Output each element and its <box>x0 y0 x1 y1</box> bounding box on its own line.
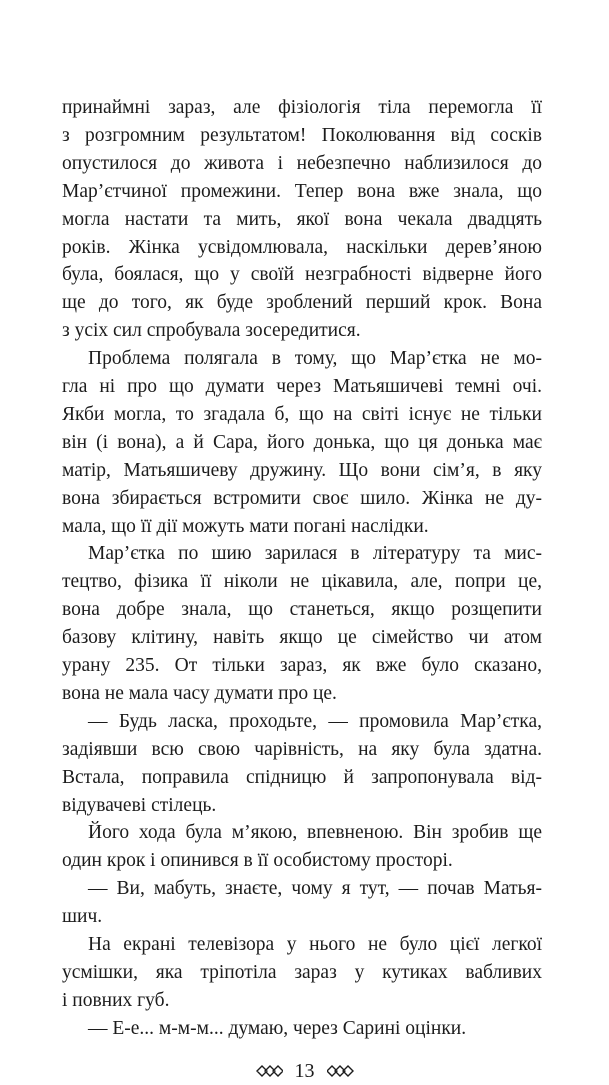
text-line: — Ви, мабуть, знаєте, чому я тут, — почав Матья- <box>88 878 542 900</box>
text-line: він (і вона), а й Сара, його донька, що ця донька має <box>62 431 542 453</box>
ornament-icon <box>255 1064 283 1078</box>
text-line: Його хода була м’якою, впевненою. Він зробив ще <box>88 822 542 844</box>
text-line: базову клітину, навіть якщо це сімейство чи атом <box>62 627 542 649</box>
text-line: принаймні зараз, але фізіологія тіла перемогла її <box>62 97 542 118</box>
text-line: матір, Матьяшичеву дружину. Що вони сім’я, в яку <box>62 459 542 481</box>
ornament-icon <box>327 1064 355 1078</box>
text-line: Встала, поправила спідницю й запропонувала від- <box>62 766 542 788</box>
text-line: Проблема полягала в тому, що Мар’єтка не мо- <box>88 348 542 370</box>
text-line: тецтво, фізика її ніколи не цікавила, але, попри це, <box>62 571 542 593</box>
text-line: — Е-е... м-м-м... думаю, через Сарині оцінки. <box>88 1017 467 1039</box>
page-number: 13 <box>294 1059 315 1082</box>
text-line: могла настати та мить, якої вона чекала двадцять <box>62 208 542 230</box>
text-line: вона збирається встромити своє шило. Жінка не ду- <box>62 487 542 509</box>
page-footer <box>0 1057 609 1085</box>
text-line: гла ні про що думати через Матьяшичеві темні очі. <box>62 376 542 397</box>
text-line: відувачеві стілець. <box>62 794 217 816</box>
text-line: один крок і опинився в її особистому просторі. <box>62 850 453 872</box>
text-line: Якби могла, то згадала б, що на світі існує не тільки <box>62 403 542 425</box>
text-line: урану 235. От тільки зараз, як вже було сказано, <box>62 655 542 676</box>
text-line: усмішки, яка тріпотіла зараз у кутиках вабливих <box>62 961 542 983</box>
text-line: На екрані телевізора у нього не було цієї легкої <box>88 934 542 955</box>
text-line: вона добре знала, що станеться, якщо розщепити <box>62 599 542 621</box>
text-line: і повних губ. <box>62 989 170 1011</box>
text-line: мала, що її дії можуть мати погані наслідки. <box>62 515 429 537</box>
text-line: Мар’єтка по шию зарилася в літературу та мис- <box>88 543 542 565</box>
text-line: з усіх сил спробувала зосередитися. <box>62 320 361 342</box>
text-line: опустилося до живота і небезпечно наблизилося до <box>62 152 542 174</box>
text-line: — Будь ласка, проходьте, — промовила Мар’єтка, <box>88 710 542 732</box>
text-line: ще до того, як буде зроблений перший крок. Вона <box>62 292 542 314</box>
text-line: задіявши всю свою чарівність, на яку була здатна. <box>62 738 542 760</box>
text-line: років. Жінка усвідомлювала, наскільки дерев’яною <box>62 236 542 258</box>
text-line: з розгромним результатом! Поколювання від сосків <box>62 124 542 146</box>
text-line: вона не мала часу думати про це. <box>62 682 337 704</box>
text-line: шич. <box>62 906 103 928</box>
text-line: була, боялася, що у своїй незграбності відверне його <box>62 264 542 286</box>
text-line: Мар’єтчиної промежини. Тепер вона вже знала, що <box>62 180 542 202</box>
